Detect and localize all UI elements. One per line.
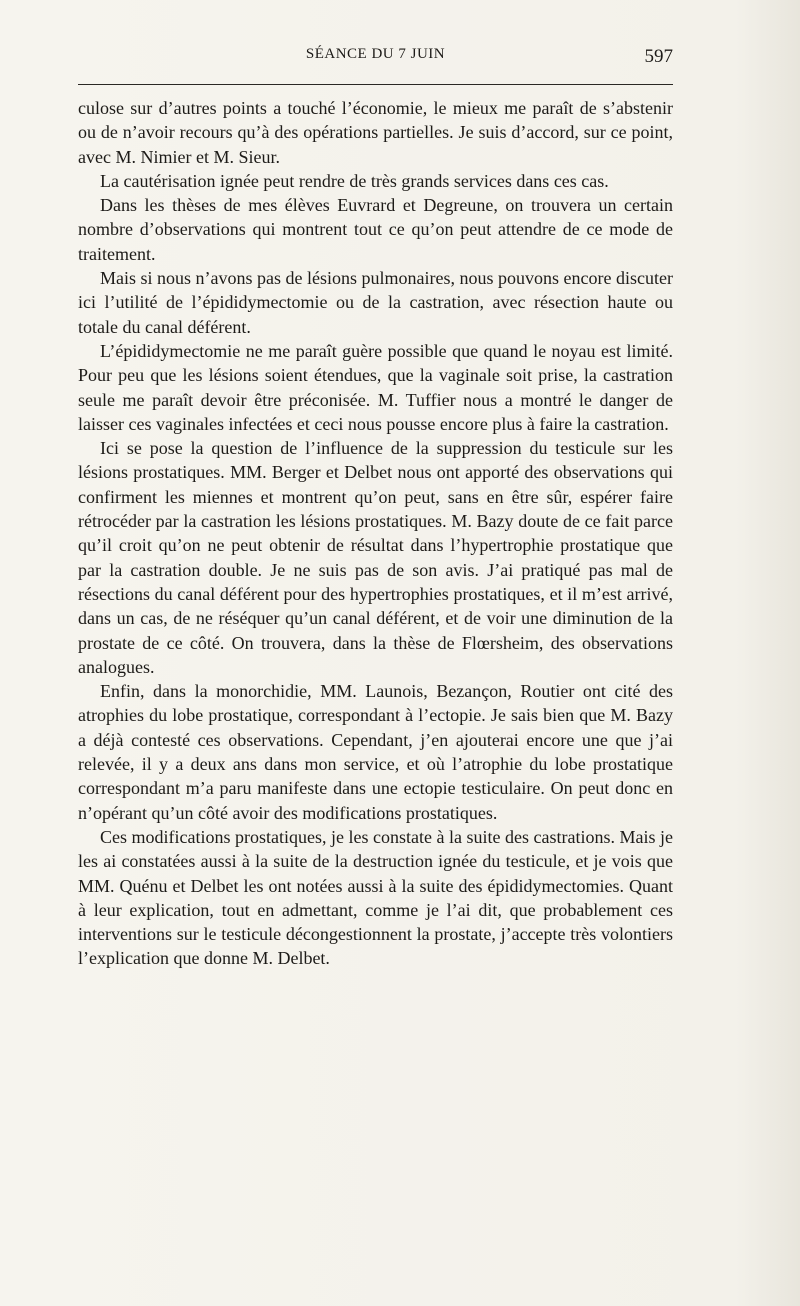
paragraph-6: Ici se pose la question de l’influence de la suppression du testicule sur les lésions prostatiques. MM. Berger et Delbet nous ont apporté des observations qui confirment les miennes et montrent qu’on peut, sans en être sûr, espérer faire rétrocéder par la castration les lésions prostatiques. M. Bazy doute de ce fait parce qu’il croit qu’on ne peut obtenir de résultat dans l’hypertrophie prostatique que par la castration double. Je ne suis pas de son avis. J’ai pratiqué pas mal de résections du canal déférent pour des hypertrophies prostatiques, et il m’est arrivé, dans un cas, de ne réséquer qu’un canal déférent, et de voir une diminution de la prostate de ce côté. On trouvera, dans la thèse de Flœrsheim, des observations analogues. <box>78 438 673 677</box>
paragraph-2: La cautérisation ignée peut rendre de très grands services dans ces cas. <box>100 170 609 191</box>
page-header <box>78 46 673 72</box>
paragraph-4: Mais si nous n’avons pas de lésions pulmonaires, nous pouvons encore discuter ici l’utilité de l’épididymectomie ou de la castration, avec résection haute ou totale du canal déférent. <box>78 268 673 337</box>
paragraph-8: Ces modifications prostatiques, je les constate à la suite des castrations. Mais je les ai constatées aussi à la suite de la destruction ignée du testicule, et je vois que MM. Quénu et Delbet les ont notées aussi à la suite des épididymectomies. Quant à leur explication, tout en admettant, comme je l’ai dit, que probablement ces interventions sur le testicule décongestionnent la prostate, j’accepte très volontiers l’explication que donne M. Delbet. <box>78 826 673 969</box>
paragraph-3: Dans les thèses de mes élèves Euvrard et Degreune, on trouvera un certain nombre d’observations qui montrent tout ce qu’on peut attendre de ce mode de traitement. <box>78 195 673 264</box>
body-text <box>78 96 673 971</box>
page-number: 597 <box>644 46 673 67</box>
running-head: SÉANCE DU 7 JUIN <box>305 46 446 62</box>
paragraph-5: L’épididymectomie ne me paraît guère possible que quand le noyau est limité. Pour peu que les lésions soient étendues, que la vaginale soit prise, la castration seule me paraît devoir être préconisée. M. Tuffier nous a montré le danger de laisser ces vaginales infectées et ceci nous pousse encore plus à faire la castration. <box>78 340 673 434</box>
paragraph-7: Enfin, dans la monorchidie, MM. Launois, Bezançon, Routier ont cité des atrophies du lobe prostatique, correspondant à l’ectopie. Je sais bien que M. Bazy a déjà contesté ces observations. Cependant, j’en ajouterai encore une que j’ai relevée, il y a deux ans dans mon service, et où l’atrophie du lobe prostatique correspondant m’a paru manifeste dans une ectopie testiculaire. On peut donc en n’opérant qu’un côté avoir des modifications prostatiques. <box>78 681 673 823</box>
paragraph-1: culose sur d’autres points a touché l’économie, le mieux me paraît de s’abstenir ou de n’avoir recours qu’à des opérations partielles. Je suis d’accord, sur ce point, avec M. Nimier et M. Sieur. <box>78 98 673 167</box>
header-rule <box>78 84 673 85</box>
